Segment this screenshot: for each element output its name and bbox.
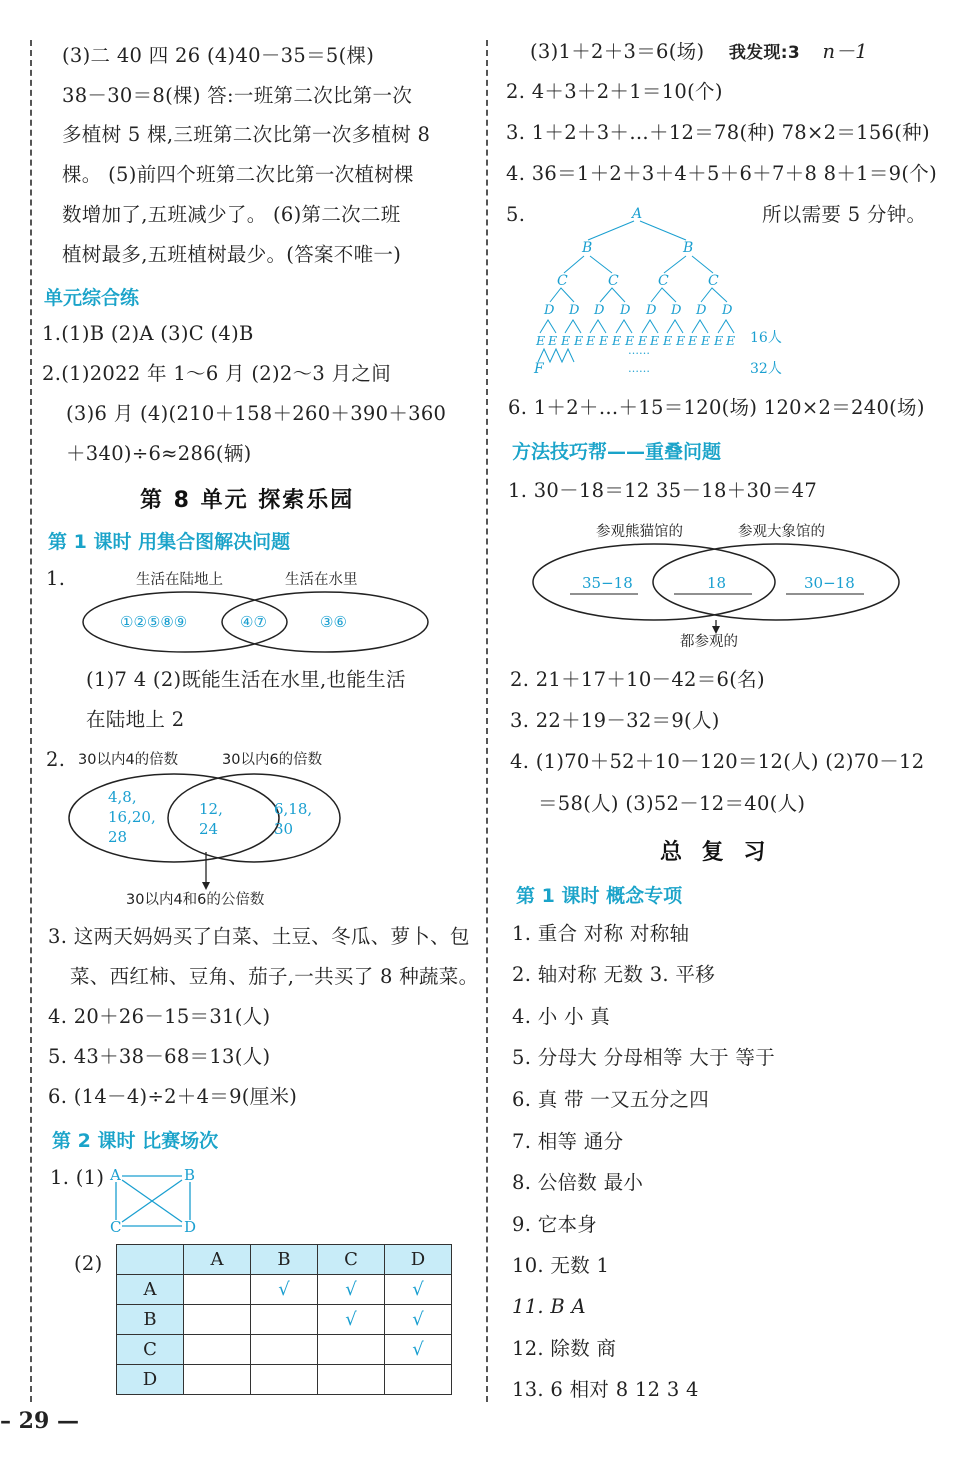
tree-edge: [640, 221, 686, 240]
tree-node-e: E: [650, 333, 660, 348]
text-line: 植树最多,五班植树最少。(答案不唯一): [62, 243, 402, 266]
table-cell: [117, 1245, 184, 1275]
table-cell: [385, 1365, 452, 1395]
answer-line: 6. 1＋2＋…＋15＝120(场) 120×2＝240(场): [508, 396, 925, 419]
venn3-both: 18: [707, 574, 727, 592]
tree-edge-group: [550, 288, 574, 302]
discovery-label: 我发现:3: [728, 43, 801, 63]
table-cell: √: [318, 1305, 385, 1335]
question-number: 1. (1): [50, 1166, 105, 1189]
text-line: (3)二 40 四 26 (4)40－35＝5(棵): [62, 44, 375, 67]
table-cell: [251, 1335, 318, 1365]
tree-node-d: D: [620, 303, 631, 318]
unit-review-heading: 单元综合练: [44, 287, 140, 309]
table-cell: [184, 1365, 251, 1395]
answer-line: 菜、西红柿、豆角、茄子,一共买了 8 种蔬菜。: [70, 965, 479, 988]
table-cell: B: [251, 1245, 318, 1275]
tree-node-e: E: [561, 333, 571, 348]
point-a: A: [110, 1166, 121, 1184]
answer-line: 2. 21＋17＋10－42＝6(名): [510, 668, 765, 691]
answer-line: 3. 22＋19－32＝9(人): [510, 709, 720, 732]
question-number: (2): [74, 1252, 103, 1275]
table-cell: [184, 1275, 251, 1305]
answer-line: 2. 4＋3＋2＋1＝10(个): [506, 80, 723, 103]
tree-node-b: B: [582, 240, 593, 256]
match-diagram: [106, 1164, 206, 1236]
tree-node-e: E: [663, 333, 673, 348]
answer-line: 13. 6 相对 8 12 3 4: [512, 1378, 699, 1401]
tree-ellipsis: ……: [628, 344, 650, 357]
tree-node-d: D: [646, 303, 657, 318]
tree-node-e: E: [612, 333, 622, 348]
tree-count-32: 32人: [750, 361, 782, 377]
venn3-right-ellipse: [653, 544, 899, 620]
tree-count-16: 16人: [750, 330, 782, 346]
question-number: 5.: [506, 203, 526, 226]
answer-text: (3)1＋2＋3＝6(场): [530, 40, 705, 63]
venn-diagram-visitors: [530, 514, 902, 654]
tree-edge: [664, 256, 686, 273]
tree-node-c: C: [658, 273, 669, 289]
tree-node-d: D: [671, 303, 682, 318]
tree-edge-group: [667, 320, 683, 333]
tree-node-d: D: [696, 303, 707, 318]
point-b: B: [184, 1166, 196, 1184]
table-cell: [318, 1335, 385, 1365]
table-row: [117, 1275, 452, 1305]
tree-node-c: C: [557, 273, 568, 289]
table-cell: √: [385, 1335, 452, 1365]
answer-line: 所以需要 5 分钟。: [762, 203, 927, 226]
tree-edge: [564, 256, 584, 273]
lesson2-heading: 第 2 课时 比赛场次: [52, 1130, 219, 1152]
tree-node-c: C: [708, 273, 719, 289]
venn2-left-label: 30以内4的倍数: [78, 752, 179, 768]
tree-edge-group: [718, 320, 734, 333]
text-line: 多植树 5 棵,三班第二次比第一次多植树 8: [62, 123, 431, 146]
concept-lesson-heading: 第 1 课时 概念专项: [516, 885, 683, 907]
match-table: [116, 1244, 452, 1395]
answer-line: 4. 20＋26－15＝31(人): [48, 1005, 271, 1028]
tree-node-c: C: [608, 273, 619, 289]
answer-line: [530, 40, 868, 65]
answer-line: 4. 小 小 真: [512, 1005, 611, 1028]
venn2-both-2: 24: [199, 820, 219, 838]
answer-line: 在陆地上 2: [86, 708, 185, 731]
method-heading: 方法技巧帮——重叠问题: [512, 441, 722, 463]
answer-line: (1)7 4 (2)既能生活在水里,也能生活: [86, 668, 406, 691]
table-cell: √: [318, 1275, 385, 1305]
question-number: 1.: [46, 567, 66, 590]
answer-line: 12. 除数 商: [512, 1337, 617, 1360]
answer-line: 2. 轴对称 无数 3. 平移: [512, 963, 716, 986]
venn1-left-only: ①②⑤⑧⑨: [120, 613, 188, 631]
answer-line: 6. (14－4)÷2＋4＝9(厘米): [48, 1085, 298, 1108]
tree-node-d: D: [544, 303, 555, 318]
text-line: 棵。 (5)前四个班第二次比第一次植树棵: [62, 163, 414, 186]
text-line: 数增加了,五班减少了。 (6)第二次二班: [62, 203, 401, 226]
answer-line: 7. 相等 通分: [512, 1130, 624, 1153]
table-row: [117, 1335, 452, 1365]
venn3-left-only: 35−18: [582, 574, 633, 592]
answer-line: 1. 重合 对称 对称轴: [512, 922, 690, 945]
tree-node-d: D: [722, 303, 733, 318]
tree-edge-group: [600, 288, 625, 302]
tree-edge-group: [651, 288, 676, 302]
tree-node-e: E: [714, 333, 724, 348]
tree-edge: [588, 221, 634, 240]
tree-node-d: D: [594, 303, 605, 318]
answer-line: 8. 公倍数 最小: [512, 1171, 644, 1194]
answer-line: 4. 36＝1＋2＋3＋4＋5＋6＋7＋8 8＋1＝9(个): [506, 162, 938, 185]
answer-line: 5. 分母大 分母相等 大于 等于: [512, 1046, 775, 1069]
venn2-right-label: 30以内6的倍数: [222, 752, 323, 768]
answer-line: 4. (1)70＋52＋10－120＝12(人) (2)70－12: [510, 750, 925, 773]
answer-line: (3)6 月 (4)(210＋158＋260＋390＋360: [66, 402, 447, 425]
tree-node-e: E: [599, 333, 609, 348]
table-row: [117, 1305, 452, 1335]
venn3-left-ellipse: [533, 544, 775, 620]
answer-line: 11. B A: [512, 1295, 586, 1318]
answer-line: ＝58(人) (3)52－12＝40(人): [538, 792, 806, 815]
answer-line: 3. 这两天妈妈买了白菜、土豆、冬瓜、萝卜、包: [48, 925, 470, 948]
question-number: 2.: [46, 748, 66, 771]
venn3-pointer-arrowhead: [712, 626, 720, 634]
table-cell: [251, 1365, 318, 1395]
tree-edge-group: [540, 320, 556, 333]
table-cell: B: [117, 1305, 184, 1335]
tree-edge: [590, 256, 612, 273]
page-number: – 29 —: [0, 1408, 79, 1434]
answer-line: 1.(1)B (2)A (3)C (4)B: [42, 322, 254, 345]
column-divider-left: [30, 40, 32, 1402]
answer-line: 1. 30－18＝12 35－18＋30＝47: [508, 479, 818, 502]
tree-node-e: E: [625, 333, 635, 348]
venn1-left-label: 生活在陆地上: [136, 572, 223, 588]
answer-line: 3. 1＋2＋3＋…＋12＝78(种) 78×2＝156(种): [506, 121, 930, 144]
answer-line: 9. 它本身: [512, 1213, 598, 1236]
venn1-both: ④⑦: [240, 613, 267, 631]
tree-ellipsis: ……: [628, 362, 650, 375]
tree-node-b: B: [683, 240, 694, 256]
page-number-value: 29: [18, 1408, 50, 1434]
tree-edge-group: [565, 320, 581, 333]
tree-diagram: [528, 200, 798, 380]
venn2-left-only-2: 16,20,: [108, 808, 156, 826]
venn1-right-only: ③⑥: [320, 613, 347, 631]
table-row: [117, 1365, 452, 1395]
table-cell: C: [318, 1245, 385, 1275]
tree-node-e: E: [701, 333, 711, 348]
lesson1-heading: 第 1 课时 用集合图解决问题: [48, 531, 291, 553]
tree-edge-group: [616, 320, 632, 333]
tree-edge-group: [701, 288, 727, 302]
venn-diagram-multiples: [66, 744, 356, 914]
venn2-right-only-2: 30: [274, 820, 294, 838]
review-title: 总 复 习: [660, 840, 772, 865]
table-cell: [184, 1335, 251, 1365]
table-cell: A: [184, 1245, 251, 1275]
tree-edge-group: [590, 320, 606, 333]
tree-node-e: E: [638, 333, 648, 348]
discovery-formula: n－1: [822, 40, 868, 63]
tree-edge: [692, 256, 713, 273]
table-cell: A: [117, 1275, 184, 1305]
point-d: D: [184, 1218, 197, 1236]
table-cell: [251, 1305, 318, 1335]
tree-node-e: E: [726, 333, 736, 348]
venn2-pointer-arrowhead: [202, 882, 210, 890]
answer-line: 10. 无数 1: [512, 1254, 610, 1277]
answer-line: ＋340)÷6≈286(辆): [66, 442, 252, 465]
tree-node-d: D: [569, 303, 580, 318]
venn2-left-only-1: 4,8,: [108, 788, 137, 806]
tree-node-e: E: [548, 333, 558, 348]
unit8-title: 第 8 单元 探索乐园: [140, 488, 355, 513]
tree-node-f: F: [534, 361, 544, 377]
table-cell: D: [117, 1365, 184, 1395]
answer-line: 2.(1)2022 年 1～6 月 (2)2～3 月之间: [42, 362, 391, 385]
tree-node-a: A: [632, 206, 643, 222]
table-cell: C: [117, 1335, 184, 1365]
tree-node-e: E: [574, 333, 584, 348]
venn3-right-only: 30−18: [804, 574, 855, 592]
table-cell: √: [385, 1305, 452, 1335]
table-cell: √: [385, 1275, 452, 1305]
venn2-right-ellipse: [168, 774, 340, 862]
tree-node-e: E: [688, 333, 698, 348]
table-cell: √: [251, 1275, 318, 1305]
table-header-row: [117, 1245, 452, 1275]
venn2-left-only-3: 28: [108, 828, 128, 846]
venn2-both-1: 12,: [199, 800, 223, 818]
tree-edge-group: [692, 320, 708, 333]
venn2-left-ellipse: [69, 774, 279, 862]
venn2-bottom-label: 30以内4和6的公倍数: [126, 892, 265, 908]
table-cell: D: [385, 1245, 452, 1275]
venn-diagram-animals: [80, 562, 440, 658]
venn3-left-label: 参观熊猫馆的: [596, 524, 683, 540]
venn3-right-label: 参观大象馆的: [738, 524, 825, 540]
text-line: 38－30＝8(棵) 答:一班第二次比第一次: [62, 84, 413, 107]
point-c: C: [110, 1218, 122, 1236]
venn1-right-label: 生活在水里: [285, 572, 358, 588]
tree-node-e: E: [586, 333, 596, 348]
answer-line: 6. 真 带 一又五分之四: [512, 1088, 710, 1111]
answer-line: 5. 43＋38－68＝13(人): [48, 1045, 271, 1068]
tree-node-e: E: [536, 333, 546, 348]
column-divider-center: [486, 40, 488, 1402]
tree-node-e: E: [676, 333, 686, 348]
table-cell: [318, 1365, 385, 1395]
table-cell: [184, 1305, 251, 1335]
venn2-right-only-1: 6,18,: [274, 800, 313, 818]
tree-edge-group: [642, 320, 658, 333]
venn3-bottom-label: 都参观的: [680, 634, 738, 650]
